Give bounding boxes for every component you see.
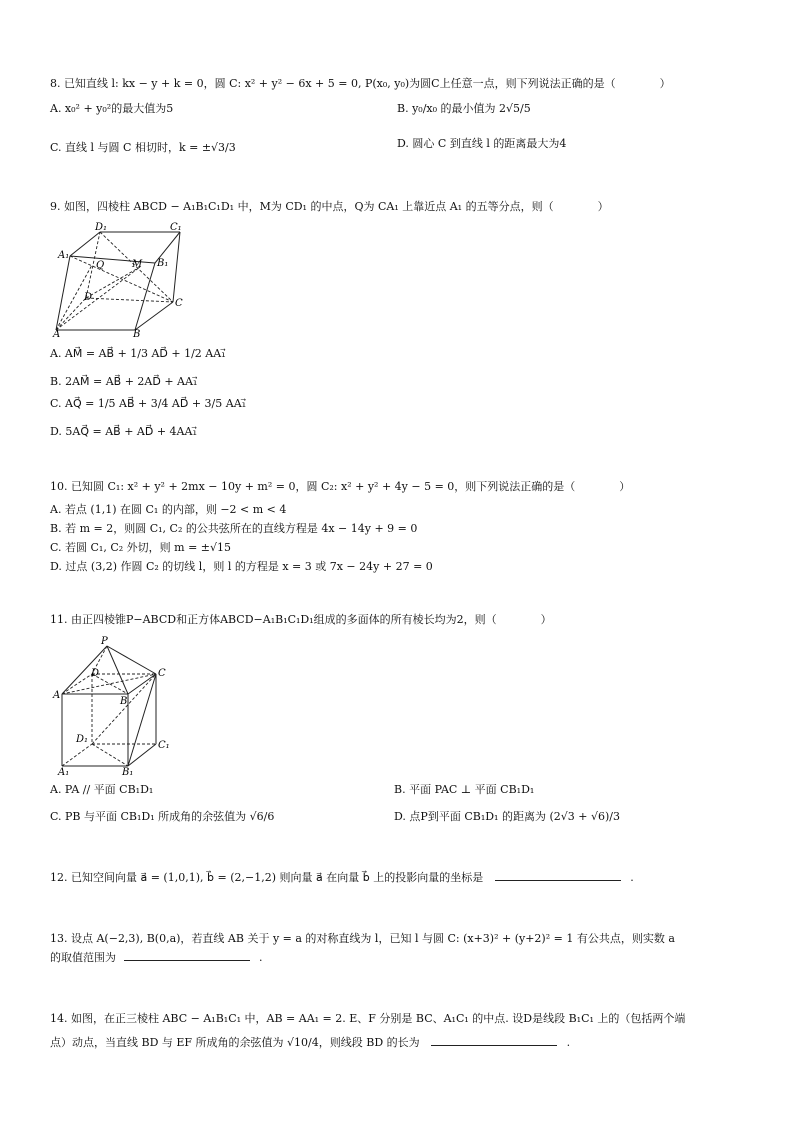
q11-stem: 11. 由正四棱锥P−ABCD和正方体ABCD−A₁B₁C₁D₁组成的多面体的所有棱长均为2，则（ ） bbox=[50, 613, 552, 626]
q8-option-b: B. y₀/x₀ 的最小值为 2√5/5 bbox=[397, 102, 531, 115]
q9-label-d1: D₁ bbox=[95, 222, 108, 233]
q11-option-a: A. PA // 平面 CB₁D₁ bbox=[50, 783, 154, 796]
q9-option-a: A. AM⃗ = AB⃗ + 1/3 AD⃗ + 1/2 AA₁⃗ bbox=[50, 347, 226, 360]
q9-figure bbox=[50, 220, 200, 338]
q11-label-b1: B₁ bbox=[122, 767, 134, 776]
q9-label-m: M bbox=[132, 259, 143, 270]
q8-option-d: D. 圆心 C 到直线 l 的距离最大为4 bbox=[397, 137, 567, 150]
q10-option-c: C. 若圆 C₁, C₂ 外切，则 m = ±√15 bbox=[50, 541, 232, 554]
q10-option-d: D. 过点 (3,2) 作圆 C₂ 的切线 l，则 l 的方程是 x = 3 或 7x − 24y + 27 = 0 bbox=[50, 560, 433, 573]
q9-label-a1: A₁ bbox=[58, 250, 70, 261]
q9-label-q: Q bbox=[96, 260, 105, 271]
q11-option-b: B. 平面 PAC ⊥ 平面 CB₁D₁ bbox=[394, 783, 535, 796]
q11-label-c: C bbox=[158, 668, 166, 679]
q9-label-c: C bbox=[175, 298, 183, 309]
q12-stem: 12. 已知空间向量 a⃗ = (1,0,1), b⃗ = (2,−1,2) 则向量 a⃗ 在向量 b⃗ 上的投影向量的坐标是 bbox=[50, 871, 484, 884]
q9-option-c: C. AQ⃗ = 1/5 AB⃗ + 3/4 AD⃗ + 3/5 AA₁⃗ bbox=[50, 397, 247, 410]
q11-label-p: P bbox=[101, 636, 108, 647]
q13-answer-blank[interactable] bbox=[124, 948, 250, 961]
q12-line bbox=[50, 868, 750, 886]
q8-stem: 8. 已知直线 l: kx − y + k = 0，圆 C: x² + y² − 6x + 5 = 0, P(x₀, y₀)为圆C上任意一点，则下列说法正确的是（ ） bbox=[50, 77, 671, 90]
q9-option-b: B. 2AM⃗ = AB⃗ + 2AD⃗ + AA₁⃗ bbox=[50, 375, 198, 388]
q9-label-c1: C₁ bbox=[170, 222, 182, 233]
q12-end: . bbox=[630, 871, 634, 884]
q12-answer-blank[interactable] bbox=[495, 868, 621, 881]
q10-stem: 10. 已知圆 C₁: x² + y² + 2mx − 10y + m² = 0，圆 C₂: x² + y² + 4y − 5 = 0，则下列说法正确的是（ ） bbox=[50, 480, 631, 493]
q13-line2: 的取值范围为 bbox=[50, 951, 116, 964]
q11-label-c1: C₁ bbox=[158, 740, 170, 751]
q11-label-b: B bbox=[120, 696, 128, 707]
q11-option-c: C. PB 与平面 CB₁D₁ 所成角的余弦值为 √6/6 bbox=[50, 810, 275, 823]
q14-answer-blank[interactable] bbox=[431, 1033, 557, 1046]
q9-label-b: B bbox=[133, 329, 141, 338]
q11-option-d: D. 点P到平面 CB₁D₁ 的距离为 (2√3 + √6)/3 bbox=[394, 810, 620, 823]
q9-label-b1: B₁ bbox=[157, 258, 169, 269]
q9-stem: 9. 如图，四棱柱 ABCD − A₁B₁C₁D₁ 中，M为 CD₁ 的中点，Q为 CA₁ 上靠近点 A₁ 的五等分点，则（ ） bbox=[50, 200, 609, 213]
q9-label-d: D bbox=[84, 292, 93, 303]
q13-line2-wrap bbox=[50, 948, 750, 966]
q14-line1: 14. 如图，在正三棱柱 ABC − A₁B₁C₁ 中，AB = AA₁ = 2. E、F 分别是 BC、A₁C₁ 的中点. 设D是线段 B₁C₁ 上的（包括两个端 bbox=[50, 1012, 686, 1025]
q14-line2: 点）动点，当直线 BD 与 EF 所成角的余弦值为 √10/4，则线段 BD 的长为 bbox=[50, 1036, 420, 1049]
q11-label-d: D bbox=[91, 668, 100, 679]
q11-figure bbox=[50, 634, 180, 776]
q10-option-b: B. 若 m = 2，则圆 C₁, C₂ 的公共弦所在的直线方程是 4x − 14y + 9 = 0 bbox=[50, 522, 418, 535]
q9-label-a: A bbox=[53, 329, 61, 338]
q11-label-d1: D₁ bbox=[76, 734, 89, 745]
q9-option-d: D. 5AQ⃗ = AB⃗ + AD⃗ + 4AA₁⃗ bbox=[50, 425, 197, 438]
q14-line2-wrap bbox=[50, 1033, 750, 1051]
q8-option-a: A. x₀² + y₀²的最大值为5 bbox=[50, 102, 174, 115]
q13-line1: 13. 设点 A(−2,3), B(0,a)，若直线 AB 关于 y = a 的对称直线为 l，已知 l 与圆 C: (x+3)² + (y+2)² = 1 有公共点，则实数 a bbox=[50, 932, 675, 945]
q10-option-a: A. 若点 (1,1) 在圆 C₁ 的内部，则 −2 < m < 4 bbox=[50, 503, 287, 516]
q11-label-a: A bbox=[53, 690, 61, 701]
q8-option-c: C. 直线 l 与圆 C 相切时，k = ±√3/3 bbox=[50, 141, 236, 154]
q11-label-a1: A₁ bbox=[58, 767, 70, 776]
q13-end: . bbox=[259, 951, 263, 964]
q14-end: . bbox=[566, 1036, 571, 1049]
